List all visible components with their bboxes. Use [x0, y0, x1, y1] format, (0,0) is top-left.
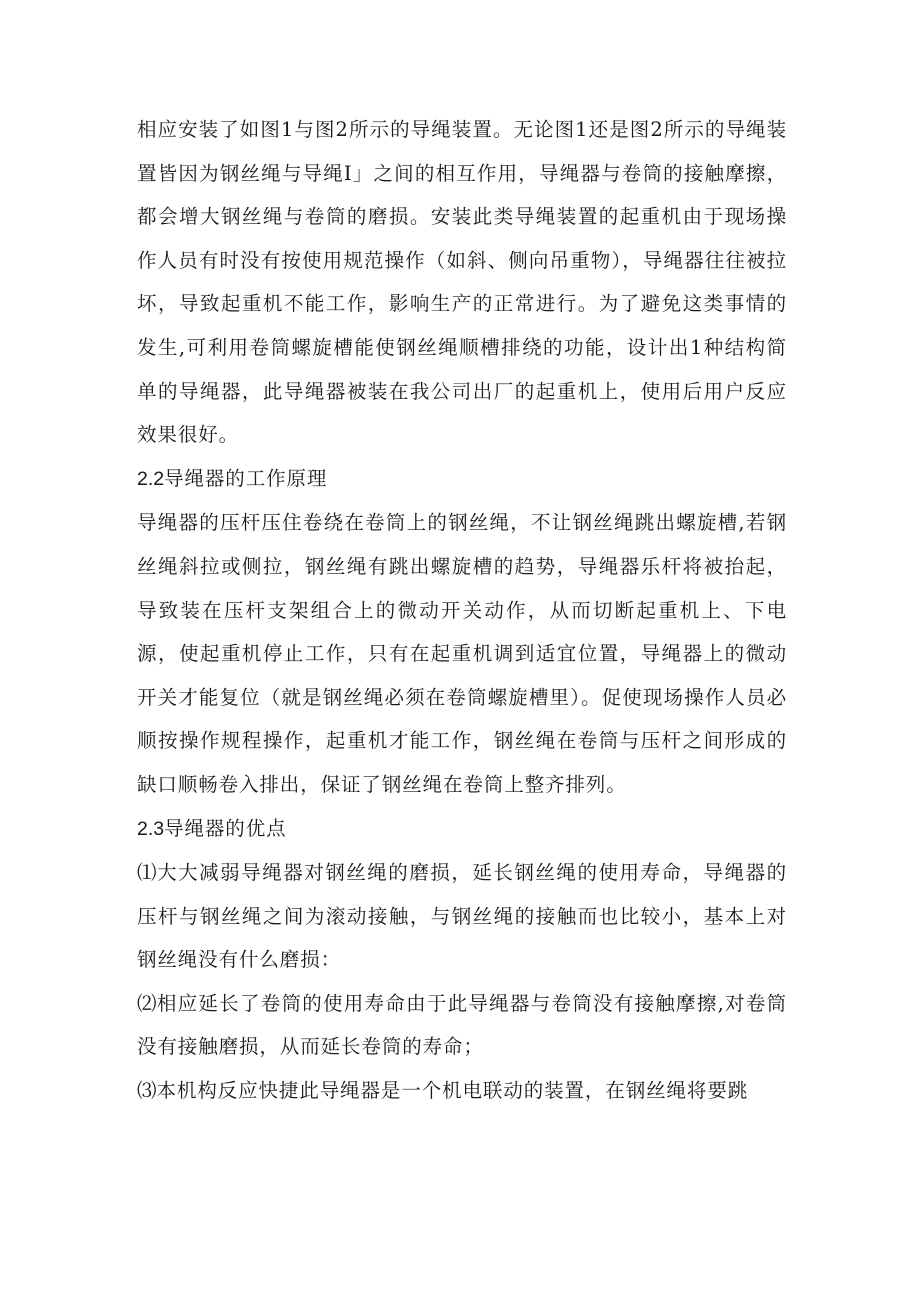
section-title: 导绳器的优点	[164, 816, 287, 840]
list-item-marker: ⑴	[137, 861, 158, 885]
section-heading-2-2	[137, 457, 787, 502]
list-item-text: 相应延长了卷筒的使用寿命由于此导绳器与卷筒没有接触摩擦,对卷筒没有接触磨损，从而延长卷筒的寿命；	[137, 991, 787, 1059]
list-item-marker: ⑶	[137, 1079, 157, 1103]
section-heading-2-3	[137, 807, 787, 852]
list-item-text: 本机构反应快捷此导绳器是一个机电联动的装置，在钢丝绳将要跳	[156, 1079, 749, 1103]
document-page	[137, 108, 787, 1113]
section-number: 2.3	[137, 817, 165, 840]
section-number: 2.2	[137, 467, 165, 490]
list-item	[137, 851, 787, 982]
list-item	[137, 982, 787, 1069]
section-title: 导绳器的工作原理	[164, 466, 328, 490]
section-2-2-body: 导绳器的压杆压住卷绕在卷筒上的钢丝绳，不让钢丝绳跳出螺旋槽,若钢丝绳斜拉或侧拉，钢丝绳有跳出螺旋槽的趋势，导绳器乐杆将被抬起，导致装在压杆支架组合上的微动开关动作，从而切断起重机上、下电源，使起重机停止工作，只有在起重机调到适宜位置，导绳器上的微动开关才能复位（就是钢丝绳必须在卷筒螺旋槽里）。促使现场操作人员必顺按操作规程操作，起重机才能工作，钢丝绳在卷筒与压杆之间形成的缺口顺畅卷入排出，保证了钢丝绳在卷筒上整齐排列。	[137, 511, 787, 796]
list-item	[137, 1069, 787, 1113]
list-item-marker: ⑵	[137, 991, 157, 1015]
intro-paragraph: 相应安装了如图1与图2所示的导绳装置。无论图1还是图2所示的导绳装置皆因为钢丝绳与导绳I」之间的相互作用，导绳器与卷筒的接触摩擦，都会增大钢丝绳与卷筒的磨损。安装此类导绳装置的起重机由于现场操作人员有时没有按使用规范操作（如斜、侧向吊重物），导绳器往往被拉坏，导致起重机不能工作，影响生产的正常进行。为了避免这类事情的发生,可利用卷筒螺旋槽能使钢丝绳顺槽排绕的功能，设计出1种结构简单的导绳器，此导绳器被装在我公司出厂的起重机上，使用后用户反应效果很好。	[137, 118, 787, 447]
list-item-text: 大大减弱导绳器对钢丝绳的磨损，延长钢丝绳的使用寿命，导绳器的压杆与钢丝绳之间为滚动接触，与钢丝绳的接触而也比较小，基本上对钢丝绳没有什么磨损：	[137, 861, 787, 972]
